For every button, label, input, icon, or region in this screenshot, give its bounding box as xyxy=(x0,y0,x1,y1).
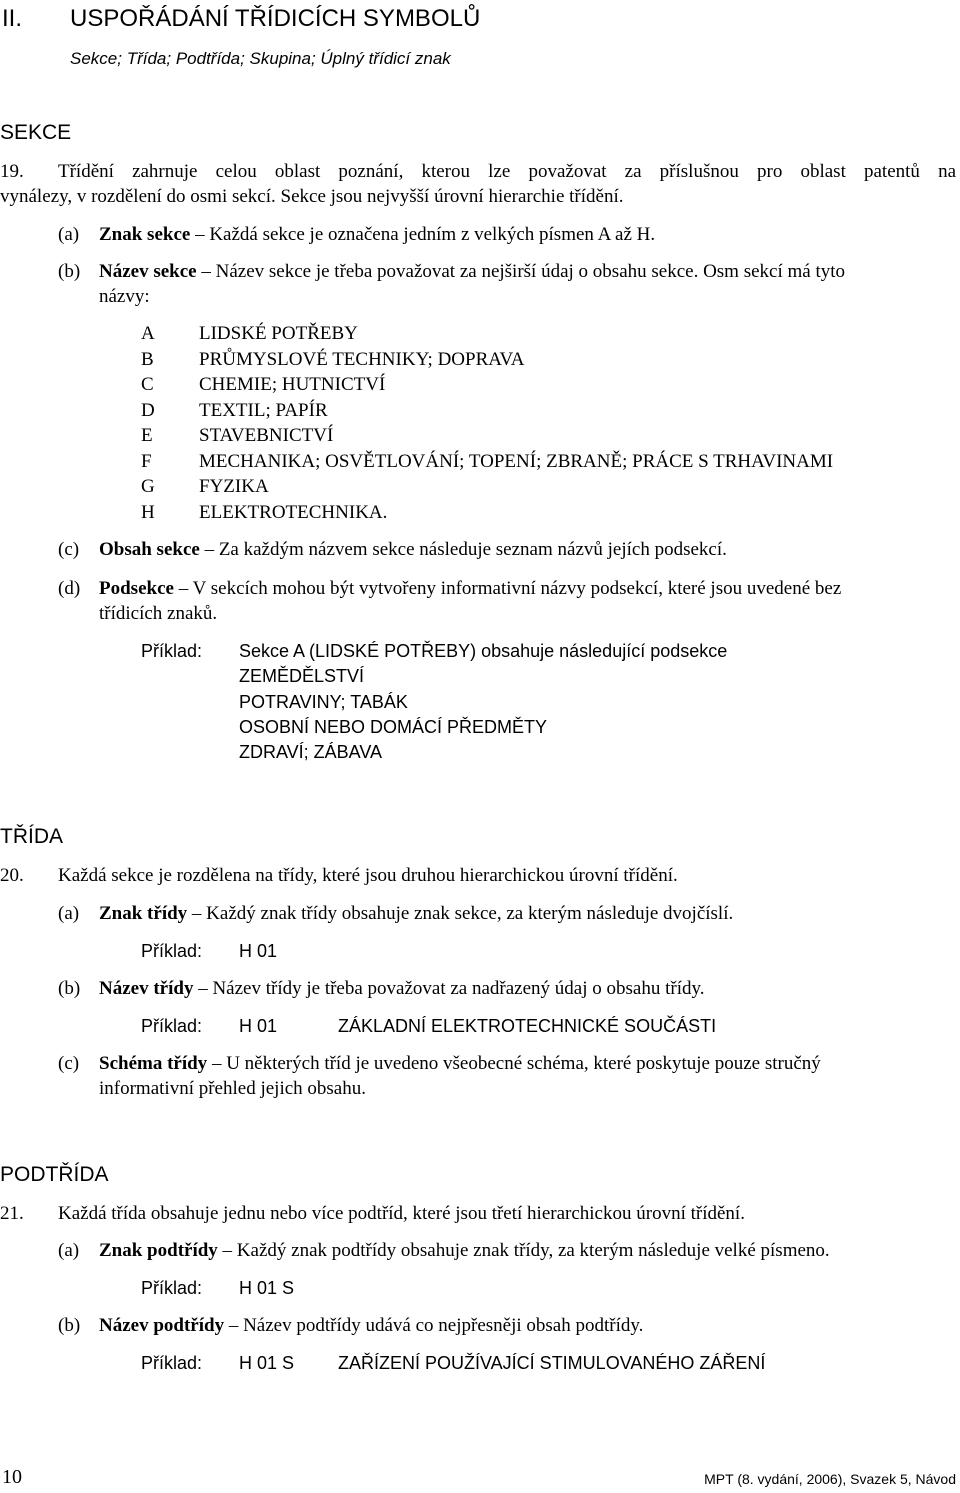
section-list xyxy=(141,322,833,526)
term: Znak podtřídy xyxy=(99,1240,218,1261)
item-label: (c) xyxy=(58,1053,80,1074)
section-letter: F xyxy=(141,450,152,472)
definition: Název třídy je třeba považovat za nadřazený údaj o obsahu třídy. xyxy=(212,978,705,999)
footer-source: MPT (8. vydání, 2006), Svazek 5, Návod xyxy=(704,1471,956,1487)
example-code: H 01 S xyxy=(239,1353,295,1373)
definition: Každý znak podtřídy obsahuje znak třídy, za kterým následuje velké písmeno. xyxy=(236,1240,830,1261)
item-label: (c) xyxy=(58,539,80,560)
paragraph-number: 19. xyxy=(0,161,24,182)
item-b-podtrida: Název podtřídy – Název podtřídy udává co nejpřesněji obsah podtřídy. xyxy=(99,1315,644,1336)
item-d-continuation: třídicích znaků. xyxy=(99,603,218,624)
paragraph-19-line1: Třídění zahrnuje celou oblast poznání, kterou lze považovat za příslušnou pro oblast patentů na xyxy=(58,161,956,182)
section-name: MECHANIKA; OSVĚTLOVÁNÍ; TOPENÍ; ZBRANĚ; PRÁCE S TRHAVINAMI xyxy=(199,450,834,472)
section-letter: G xyxy=(141,476,155,497)
definition: Název podtřídy udává co nejpřesněji obsah podtřídy. xyxy=(243,1315,644,1336)
item-a-podtrida: Znak podtřídy – Každý znak podtřídy obsahuje znak třídy, za kterým následuje velké písmeno. xyxy=(99,1240,830,1261)
section-letter: C xyxy=(141,374,154,395)
term: Název třídy xyxy=(99,978,194,999)
item-a-trida: Znak třídy – Každý znak třídy obsahuje znak sekce, za kterým následuje dvojčíslí. xyxy=(99,903,734,924)
section-heading-sekce: SEKCE xyxy=(0,121,72,144)
definition: Za každým názvem sekce následuje seznam názvů jejích podsekcí. xyxy=(218,539,727,560)
example-label: Příklad: xyxy=(141,1278,203,1298)
section-letter: A xyxy=(141,323,155,344)
example-code: H 01 xyxy=(239,1016,278,1036)
example-line: OSOBNÍ NEBO DOMÁCÍ PŘEDMĚTY xyxy=(239,716,548,737)
item-label: (a) xyxy=(58,1240,80,1261)
section-name: PRŮMYSLOVÉ TECHNIKY; DOPRAVA xyxy=(199,348,525,370)
item-d-sekce: Podsekce – V sekcích mohou být vytvořeny informativní názvy podsekcí, které jsou uvedené bez xyxy=(99,578,842,599)
section-name: TEXTIL; PAPÍR xyxy=(199,399,328,421)
paragraph-number: 20. xyxy=(0,865,24,886)
chapter-number: II. xyxy=(2,5,23,32)
example-name: ZÁKLADNÍ ELEKTROTECHNICKÉ SOUČÁSTI xyxy=(338,1016,717,1036)
section-letter: D xyxy=(141,399,155,421)
page-number: 10 xyxy=(2,1466,22,1488)
example-label: Příklad: xyxy=(141,1016,203,1036)
paragraph-19-line2: vynálezy, v rozdělení do osmi sekcí. Sekce jsou nejvyšší úrovní hierarchie třídění. xyxy=(0,186,624,207)
example-block xyxy=(239,639,727,765)
example-line: Sekce A (LIDSKÉ POTŘEBY) obsahuje následující podsekce xyxy=(239,641,728,661)
definition: Každý znak třídy obsahuje znak sekce, za kterým následuje dvojčíslí. xyxy=(206,903,734,924)
section-name: ELEKTROTECHNIKA. xyxy=(199,501,388,523)
example-label: Příklad: xyxy=(141,1353,203,1373)
item-label: (a) xyxy=(58,224,80,245)
example-code: H 01 S xyxy=(239,1278,295,1298)
item-b-sekce: Název sekce – Název sekce je třeba považovat za nejširší údaj o obsahu sekce. Osm sekcí má tyto xyxy=(99,261,846,282)
item-label: (b) xyxy=(58,978,81,999)
section-name: FYZIKA xyxy=(199,476,269,497)
section-letter: H xyxy=(141,501,155,523)
section-name: STAVEBNICTVÍ xyxy=(199,425,334,446)
example-label: Příklad: xyxy=(141,641,203,661)
item-label: (d) xyxy=(58,578,81,599)
section-row xyxy=(141,424,833,450)
term: Znak sekce xyxy=(99,224,191,245)
definition: V sekcích mohou být vytvořeny informativní názvy podsekcí, které jsou uvedené bez xyxy=(192,578,842,599)
item-label: (b) xyxy=(58,1315,81,1336)
item-c-continuation: informativní přehled jejich obsahu. xyxy=(99,1078,366,1099)
item-label: (a) xyxy=(58,903,80,924)
definition: U některých tříd je uvedeno všeobecné schéma, které poskytuje pouze stručný xyxy=(226,1053,821,1074)
example-code: H 01 xyxy=(239,941,278,961)
section-row xyxy=(141,348,833,374)
section-row xyxy=(141,322,833,348)
term: Schéma třídy xyxy=(99,1053,208,1074)
definition: Každá sekce je označena jedním z velkých písmen A až H. xyxy=(209,224,656,245)
section-letter: B xyxy=(141,348,154,370)
section-letter: E xyxy=(141,425,153,446)
item-b-continuation: názvy: xyxy=(99,286,150,307)
example-line: POTRAVINY; TABÁK xyxy=(239,691,408,712)
paragraph-21: Každá třída obsahuje jednu nebo více podtříd, které jsou třetí hierarchickou úrovní třídění. xyxy=(58,1203,745,1224)
item-label: (b) xyxy=(58,261,81,282)
section-name: CHEMIE; HUTNICTVÍ xyxy=(199,374,386,395)
section-row xyxy=(141,501,833,527)
item-b-trida: Název třídy – Název třídy je třeba považovat za nadřazený údaj o obsahu třídy. xyxy=(99,978,705,999)
term: Obsah sekce xyxy=(99,539,200,560)
item-a-sekce: Znak sekce – Každá sekce je označena jedním z velkých písmen A až H. xyxy=(99,224,656,245)
definition: Název sekce je třeba považovat za nejširší údaj o obsahu sekce. Osm sekcí má tyto xyxy=(215,261,846,282)
paragraph-number: 21. xyxy=(0,1203,24,1224)
example-label: Příklad: xyxy=(141,941,203,961)
term: Název sekce xyxy=(99,261,197,282)
section-heading-podtrida: PODTŘÍDA xyxy=(0,1163,109,1186)
example-name: ZAŘÍZENÍ POUŽÍVAJÍCÍ STIMULOVANÉHO ZÁŘENÍ xyxy=(338,1353,766,1373)
example-line: ZEMĚDĚLSTVÍ xyxy=(239,666,365,687)
chapter-subtitle: Sekce; Třída; Podtřída; Skupina; Úplný třídicí znak xyxy=(70,49,451,68)
section-heading-trida: TŘÍDA xyxy=(0,825,63,848)
term: Podsekce xyxy=(99,578,174,599)
item-c-trida: Schéma třídy – U některých tříd je uvedeno všeobecné schéma, které poskytuje pouze stručný xyxy=(99,1053,821,1074)
section-row xyxy=(141,399,833,425)
section-row xyxy=(141,373,833,399)
example-line: ZDRAVÍ; ZÁBAVA xyxy=(239,742,383,763)
paragraph-20: Každá sekce je rozdělena na třídy, které jsou druhou hierarchickou úrovní třídění. xyxy=(58,865,678,886)
term: Znak třídy xyxy=(99,903,188,924)
section-row xyxy=(141,450,833,476)
section-row xyxy=(141,475,833,501)
item-c-sekce: Obsah sekce – Za každým názvem sekce následuje seznam názvů jejích podsekcí. xyxy=(99,539,727,560)
section-name: LIDSKÉ POTŘEBY xyxy=(199,323,358,344)
chapter-title: USPOŘÁDÁNÍ TŘÍDICÍCH SYMBOLŮ xyxy=(70,5,481,32)
term: Název podtřídy xyxy=(99,1315,225,1336)
